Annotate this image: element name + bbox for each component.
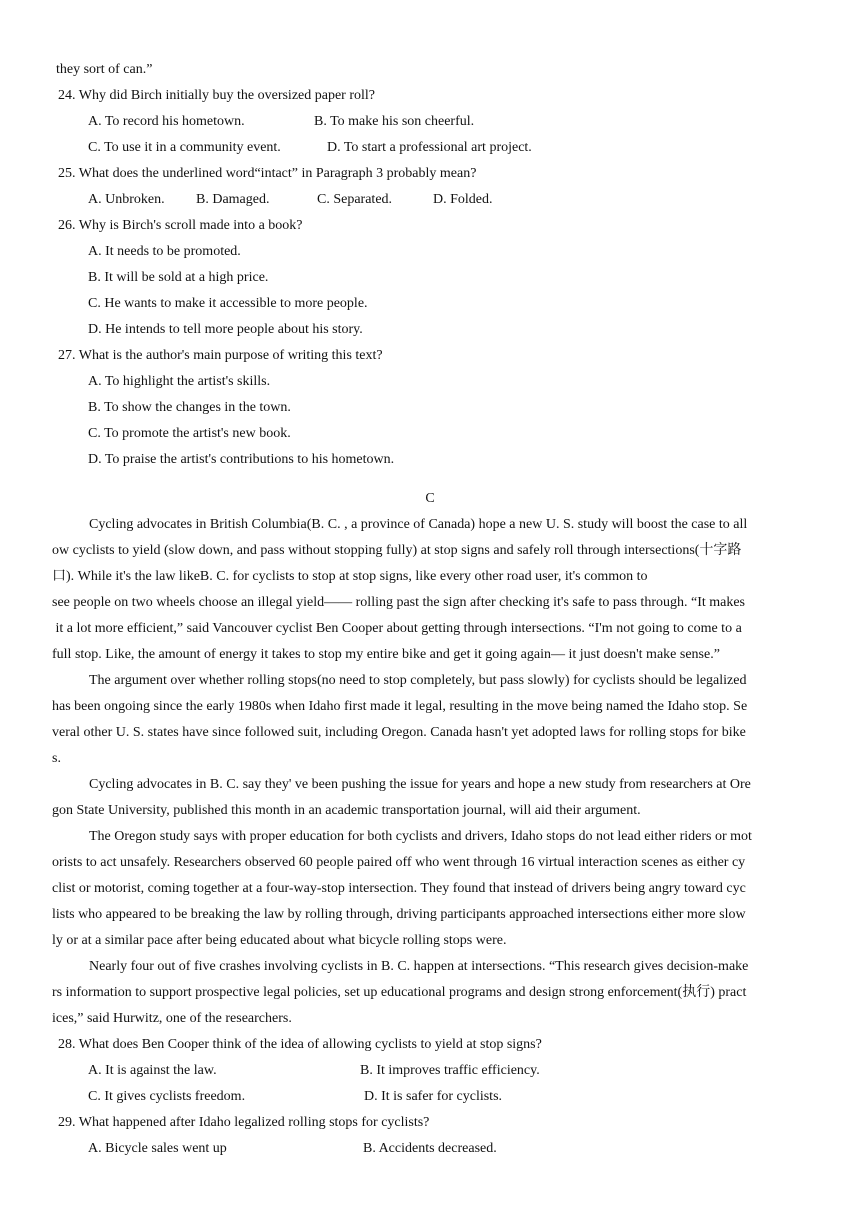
passage-c-line: s. bbox=[52, 751, 61, 766]
passage-c-line: The Oregon study says with proper education for both cyclists and drivers, Idaho stops do not lead either riders or mot bbox=[89, 829, 752, 844]
question-26-option-a: A. It needs to be promoted. bbox=[88, 244, 241, 259]
passage-c-line: clist or motorist, coming together at a four-way-stop intersection. They found that instead of drivers being angry toward cyc bbox=[52, 881, 746, 896]
section-c-heading: C bbox=[425, 491, 435, 506]
question-26-stem: 26. Why is Birch's scroll made into a book? bbox=[58, 218, 303, 233]
passage-c-line: Cycling advocates in B. C. say they' ve been pushing the issue for years and hope a new study from researchers at Ore bbox=[89, 777, 751, 792]
question-27-option-b: B. To show the changes in the town. bbox=[88, 400, 291, 415]
question-28-option-b: B. It improves traffic efficiency. bbox=[360, 1063, 540, 1078]
question-26-option-c: C. He wants to make it accessible to more people. bbox=[88, 296, 368, 311]
question-24-option-d: D. To start a professional art project. bbox=[327, 140, 532, 155]
question-25-option-c: C. Separated. bbox=[317, 192, 393, 207]
passage-c-line: ow cyclists to yield (slow down, and pass without stopping fully) at stop signs and safely roll through intersections(十字路 bbox=[52, 543, 742, 558]
passage-c-line: ices,” said Hurwitz, one of the researchers. bbox=[52, 1011, 292, 1026]
question-28-option-a: A. It is against the law. bbox=[88, 1063, 217, 1078]
passage-c-line: 口). While it's the law likeB. C. for cyclists to stop at stop signs, like every other road user, it's common to bbox=[52, 569, 648, 584]
question-25-stem: 25. What does the underlined word“intact” in Paragraph 3 probably mean? bbox=[58, 166, 477, 181]
question-25-option-d: D. Folded. bbox=[433, 192, 493, 207]
passage-c-line: Cycling advocates in British Columbia(B. C. , a province of Canada) hope a new U. S. study will boost the case to all bbox=[89, 517, 748, 532]
passage-c-line: Nearly four out of five crashes involving cyclists in B. C. happen at intersections. “This research gives decision-make bbox=[89, 959, 749, 974]
passage-c-line: full stop. Like, the amount of energy it takes to stop my entire bike and get it going again— it just doesn't make sense.” bbox=[52, 647, 720, 662]
question-28-option-d: D. It is safer for cyclists. bbox=[364, 1089, 503, 1104]
passage-c-line: veral other U. S. states have since followed suit, including Oregon. Canada hasn't yet adopted laws for rolling stops for bike bbox=[52, 725, 746, 740]
question-26-option-b: B. It will be sold at a high price. bbox=[88, 270, 269, 285]
passage-c-line: ly or at a similar pace after being educated about what bicycle rolling stops were. bbox=[52, 933, 507, 948]
question-27-option-c: C. To promote the artist's new book. bbox=[88, 426, 291, 441]
question-24-stem: 24. Why did Birch initially buy the oversized paper roll? bbox=[58, 88, 375, 103]
question-27-option-d: D. To praise the artist's contributions to his hometown. bbox=[88, 452, 395, 467]
question-24-option-c: C. To use it in a community event. bbox=[88, 140, 281, 155]
passage-c-line: has been ongoing since the early 1980s when Idaho first made it legal, resulting in the move being named the Idaho stop. Se bbox=[52, 699, 748, 714]
passage-c-line: see people on two wheels choose an illegal yield—— rolling past the sign after checking it's safe to pass through. “It makes bbox=[52, 595, 746, 610]
passage-b-tail: they sort of can.” bbox=[56, 62, 153, 77]
passage-c-line: lists who appeared to be breaking the law by rolling through, driving participants approached intersections either more slow bbox=[52, 907, 746, 922]
passage-c-line: rs information to support prospective legal policies, set up educational programs and design strong enforcement(执行) pract bbox=[52, 985, 747, 1000]
question-29-option-a: A. Bicycle sales went up bbox=[88, 1141, 227, 1156]
question-28-option-c: C. It gives cyclists freedom. bbox=[88, 1089, 246, 1104]
question-27-option-a: A. To highlight the artist's skills. bbox=[88, 374, 271, 389]
passage-c-line: The argument over whether rolling stops(no need to stop completely, but pass slowly) for cyclists should be legalized bbox=[89, 673, 747, 688]
passage-c-line: gon State University, published this month in an academic transportation journal, will aid their argument. bbox=[52, 803, 641, 818]
question-25-option-a: A. Unbroken. bbox=[88, 192, 165, 207]
question-29-option-b: B. Accidents decreased. bbox=[363, 1141, 497, 1156]
question-24-option-a: A. To record his hometown. bbox=[88, 114, 245, 129]
passage-c-line: orists to act unsafely. Researchers observed 60 people paired off who went through 16 virtual interaction scenes as either cy bbox=[52, 855, 746, 870]
question-28-stem: 28. What does Ben Cooper think of the idea of allowing cyclists to yield at stop signs? bbox=[58, 1037, 542, 1052]
passage-c-line: it a lot more efficient,” said Vancouver cyclist Ben Cooper about getting through intersections. “I'm not going to come to a bbox=[52, 621, 742, 636]
question-24-option-b: B. To make his son cheerful. bbox=[314, 114, 475, 129]
question-29-stem: 29. What happened after Idaho legalized rolling stops for cyclists? bbox=[58, 1115, 430, 1130]
question-27-stem: 27. What is the author's main purpose of writing this text? bbox=[58, 348, 383, 363]
question-25-option-b: B. Damaged. bbox=[196, 192, 270, 207]
question-26-option-d: D. He intends to tell more people about his story. bbox=[88, 322, 363, 337]
